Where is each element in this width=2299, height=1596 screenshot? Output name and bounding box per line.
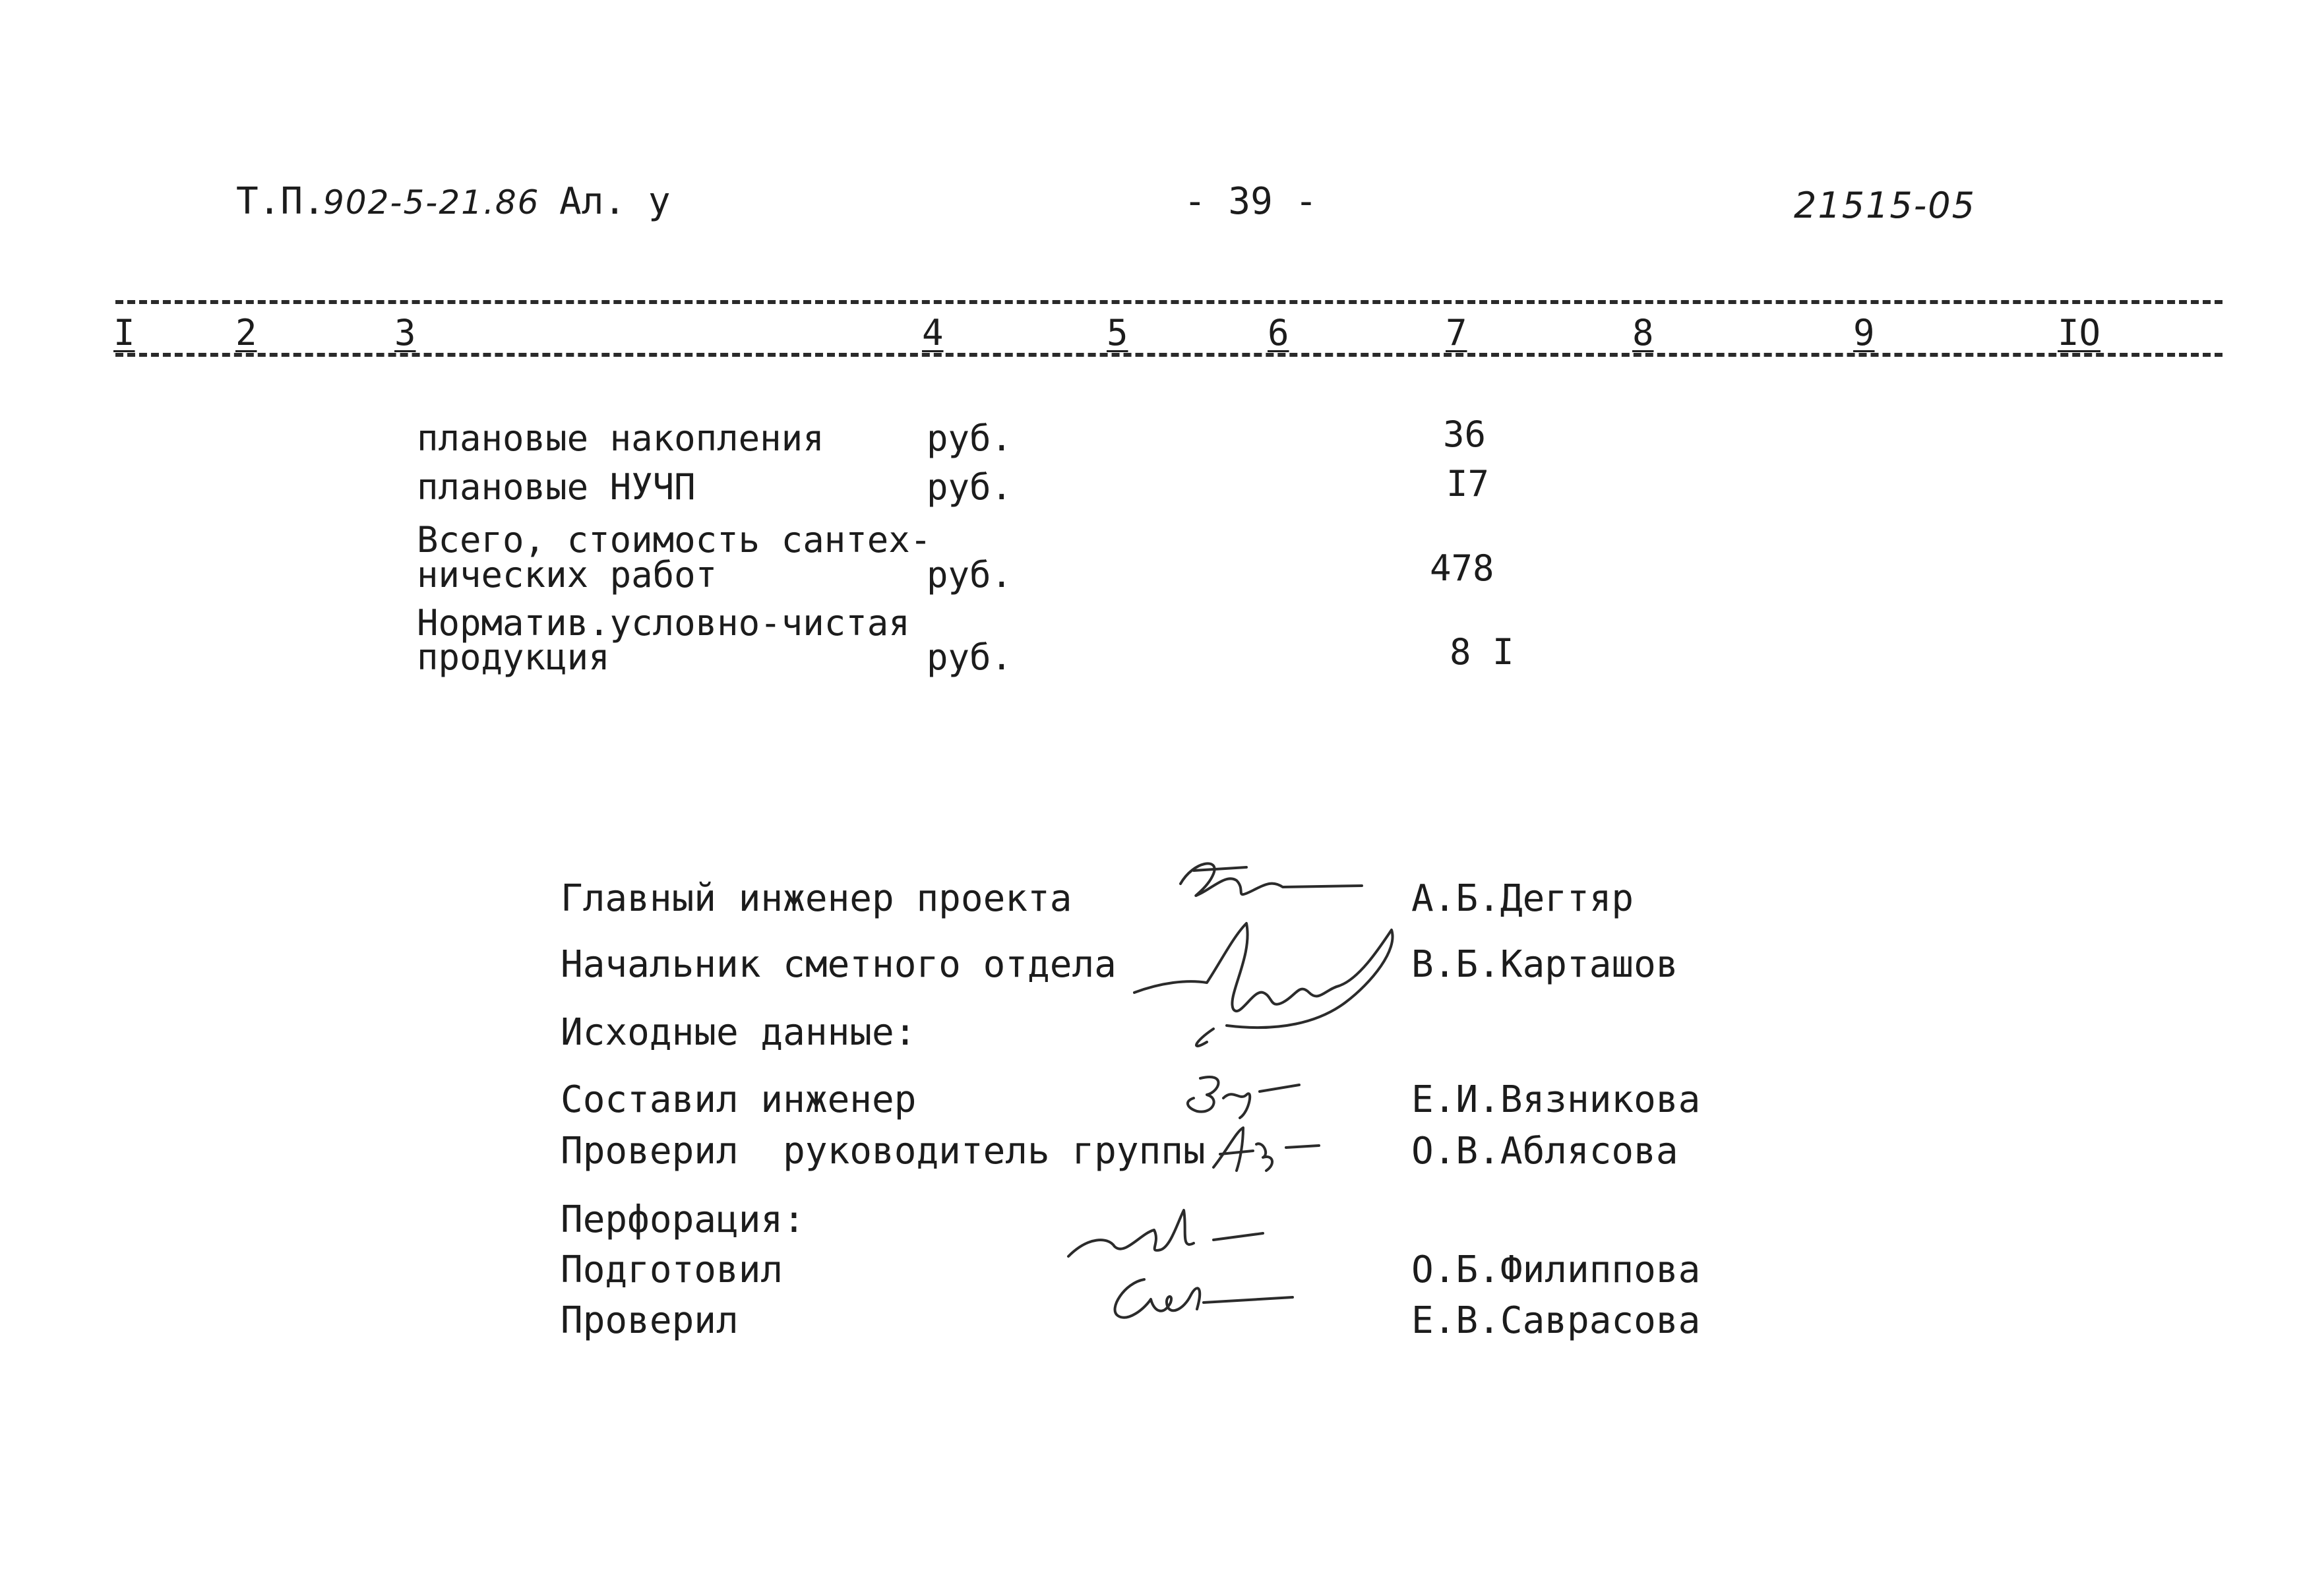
column-number: 3 <box>394 312 416 353</box>
column-number: 9 <box>1853 312 1875 353</box>
signature-estimates-head <box>1121 910 1411 1055</box>
column-number: IO <box>2058 312 2101 353</box>
column-number: 6 <box>1268 312 1289 353</box>
inventory-number: 21515-05 <box>1794 185 1976 226</box>
row-value: I7 <box>1446 463 1490 505</box>
signature-prepared <box>1062 1204 1273 1270</box>
row-name: Норматив.условно-чистая <box>417 602 910 644</box>
signature-chief-engineer <box>1174 854 1372 913</box>
doc-ref: Т.П. <box>236 180 325 223</box>
column-number: 7 <box>1446 312 1467 353</box>
header-dashed-line-top <box>115 300 2222 304</box>
row-name: нических работ <box>417 554 718 596</box>
row-unit: руб. <box>927 554 1013 596</box>
name-checked-group: О.В.Аблясова <box>1411 1130 1678 1173</box>
row-value: 36 <box>1443 414 1487 455</box>
signature-checked-group <box>1207 1118 1326 1177</box>
row-unit: руб. <box>927 417 1013 459</box>
column-number: 5 <box>1107 312 1128 353</box>
column-number: I <box>113 312 135 353</box>
signature-checked <box>1105 1270 1303 1329</box>
header-dashed-line-bottom <box>115 353 2222 357</box>
role-estimates-head: Начальник сметного отдела <box>561 943 1117 986</box>
role-checked: Проверил <box>561 1299 739 1342</box>
row-name: плановые накопления <box>417 417 824 459</box>
signature-compiled <box>1174 1065 1306 1124</box>
name-chief-engineer: А.Б.Дегтяр <box>1411 877 1634 920</box>
row-value: 8 I <box>1450 631 1514 673</box>
row-unit: руб. <box>927 466 1013 508</box>
column-number: 4 <box>922 312 944 353</box>
page-number: - 39 - <box>1184 180 1318 223</box>
album-label: Ал. у <box>559 180 671 223</box>
row-name: Всего, стоимость сантех- <box>417 519 932 561</box>
source-data-heading: Исходные данные: <box>561 1011 917 1054</box>
role-checked-group: Проверил руководитель группы <box>561 1130 1206 1173</box>
row-unit: руб. <box>927 636 1013 678</box>
row-value: 478 <box>1430 547 1494 589</box>
doc-number: 902-5-21.86 <box>323 183 540 222</box>
name-compiled: Е.И.Вязникова <box>1411 1078 1701 1121</box>
name-estimates-head: В.Б.Карташов <box>1411 943 1678 986</box>
role-prepared: Подготовил <box>561 1248 783 1291</box>
perforation-heading: Перфорация: <box>561 1198 805 1241</box>
column-number: 8 <box>1632 312 1654 353</box>
row-name: плановые НУЧП <box>417 466 696 508</box>
role-compiled: Составил инженер <box>561 1078 917 1121</box>
column-number: 2 <box>235 312 257 353</box>
role-chief-engineer: Главный инженер проекта <box>561 877 1072 920</box>
name-checked: Е.В.Саврасова <box>1411 1299 1701 1342</box>
name-prepared: О.Б.Филиппова <box>1411 1248 1701 1291</box>
row-name: продукция <box>417 636 610 678</box>
